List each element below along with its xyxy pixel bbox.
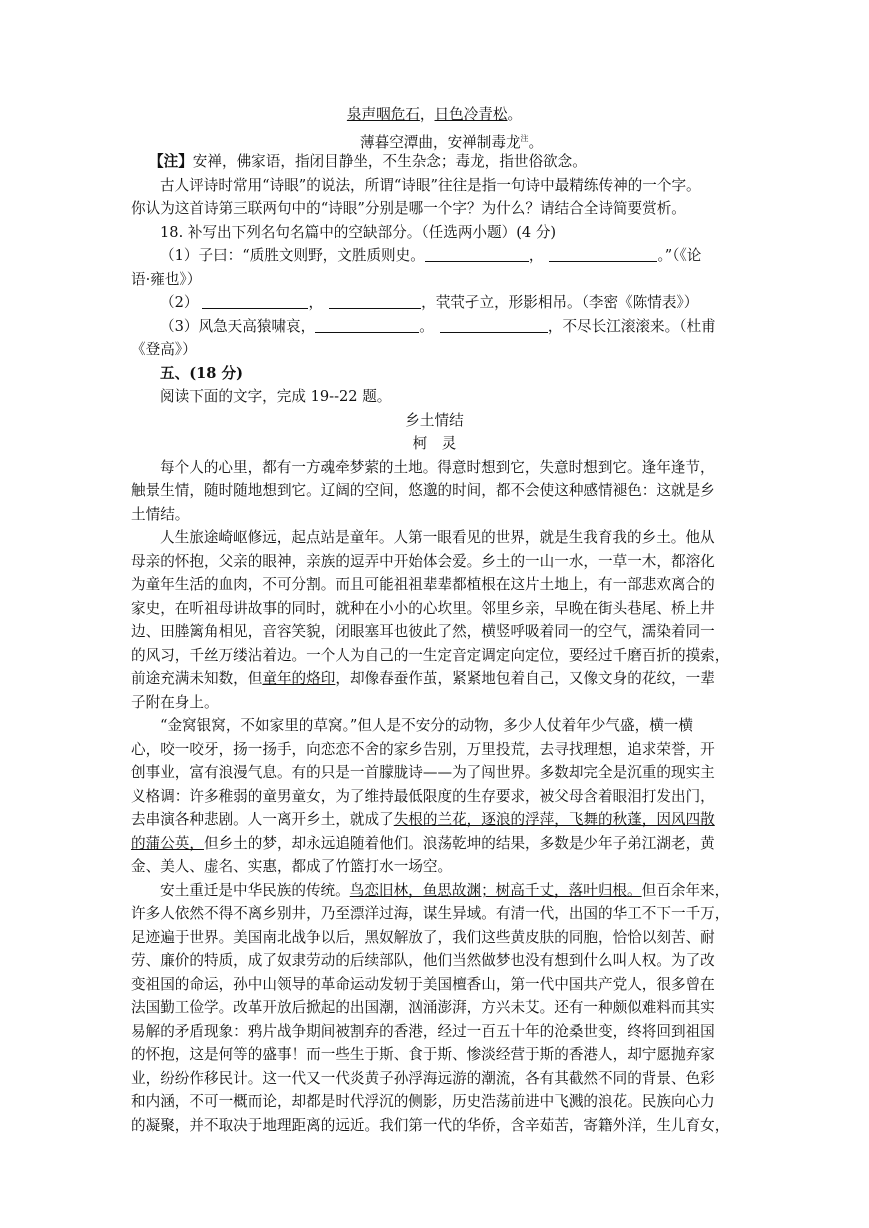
article-title: 乡土情结 — [405, 412, 464, 429]
underlined-phrase: 的蒲公英， — [131, 835, 204, 852]
paragraph-4-text: 安土重迁是中华民族的传统。 — [160, 882, 350, 899]
section-5-instruction: 阅读下面的文字，完成 19--22 题。 — [160, 388, 392, 405]
poem-line-1-end: 。 — [507, 106, 523, 123]
paragraph-2-line: 的风习，千丝万缕沾着边。一个人为自己的一生定音定调定向定位，要经过千磨百折的摸索， — [131, 647, 730, 664]
q18-item-2-post: ，茕茕孑立，形影相吊。（李密《陈情表》） — [421, 294, 699, 311]
note — [149, 150, 587, 174]
paragraph-3-text: 去串演各种悲剧。人一离开乡土，就成了 — [131, 811, 394, 828]
paragraph-3-line — [131, 808, 715, 832]
q18-item-2-comma: ， — [308, 294, 324, 311]
poem-note-marker: 注 — [520, 134, 529, 143]
poem-line-2-end: 。 — [528, 134, 544, 151]
paragraph-3-line: “金窝银窝，不如家里的草窝。”但人是不安分的动物，多少人仗着年少气盛，横一横 — [160, 717, 693, 734]
paragraph-4-line: 足迹遍于世界。美国南北战争以后，黑奴解放了，我们这些黄皮肤的同胞，恰恰以刻苦、耐 — [131, 929, 715, 946]
paragraph-4-line: 的凝聚，并不取决于地理距离的远近。我们第一代的华侨，含辛茹苦，寄籍外洋，生儿育女， — [131, 1117, 730, 1134]
q18-item-2-label: （2） — [160, 294, 199, 311]
paragraph-4-line: 劳、廉价的特质，成了奴隶劳动的后续部队，他们当然做梦也没有想到什么叫人权。为了改 — [131, 952, 715, 969]
answer-blank[interactable] — [202, 292, 308, 309]
paragraph-3-line: 心，咬一咬牙，扬一扬手，向恋恋不舍的家乡告别，万里投荒，去寻找理想，追求荣誉，开 — [131, 741, 715, 758]
q18-item-3-post: ，不尽长江滚滚来。（杜甫 — [547, 318, 716, 335]
paragraph-4-text: 但百余年来， — [641, 882, 730, 899]
paragraph-2-line: 家史，在听祖母讲故事的同时，就种在小小的心坎里。邻里乡亲，早晚在街头巷尾、桥上井 — [131, 600, 715, 617]
paragraph-3-line: 义格调：许多稚弱的童男童女，为了维持最低限度的生存要求，被父母含着眼泪打发出门， — [131, 788, 715, 805]
paragraph-4-line: 易解的矛盾现象：鸦片战争期间被割弃的香港，经过一百五十年的沧桑世变，终将回到祖国 — [131, 1023, 715, 1040]
answer-blank[interactable] — [329, 292, 421, 309]
poem-line-1-second-half: 日色冷青松 — [434, 106, 508, 123]
note-label: 【注】 — [149, 153, 193, 170]
paragraph-3-text: 但乡土的梦，却永远追随着他们。浪荡乾坤的结果，多数是少年子弟江湖老，黄 — [203, 835, 715, 852]
q18-item-3-continued: 《登高》） — [131, 341, 197, 358]
note-text: 安禅，佛家语，指闭目静坐，不生杂念；毒龙，指世俗欲念。 — [192, 153, 587, 170]
paragraph-2-line: 子附在身上。 — [131, 694, 219, 711]
paragraph-4-line: 法国勤工俭学。改革开放后掀起的出国潮，汹涌澎湃，方兴未艾。还有一种颇似难料而其实 — [131, 999, 715, 1016]
answer-blank[interactable] — [425, 245, 529, 262]
poem-line-1-sep: ， — [419, 106, 435, 123]
q17-line-2: 你认为这首诗第三联两句中的“诗眼”分别是哪一个字？为什么？请结合全诗简要赏析。 — [131, 200, 686, 217]
paragraph-3-line: 创事业，富有浪漫气息。有的只是一首朦胧诗——为了闯世界。多数却完全是沉重的现实主 — [131, 764, 715, 781]
paragraph-2-line: 边、田塍篱角相见，音容笑貌，闭眼塞耳也彼此了然，横竖呼吸着同一的空气，濡染着同一 — [131, 623, 715, 640]
underlined-phrase: 失根的兰花，逐浪的浮萍，飞舞的秋蓬，因风四散 — [393, 811, 715, 828]
q18-item-3-prompt: （3）风急天高猿啸哀， — [160, 318, 316, 335]
q18-item-3 — [160, 315, 716, 339]
paragraph-2-line: 母亲的怀抱，父亲的眼神，亲族的逗弄中开始体会爱。乡土的一山一水，一草一木，都溶化 — [131, 553, 715, 570]
paragraph-1-line: 触景生情，随时随地想到它。辽阔的空间，悠邈的时间，都不会使这种感情褪色：这就是乡 — [131, 482, 715, 499]
q18-title: 18. 补写出下列名句名篇中的空缺部分。（任选两小题）(4 分) — [160, 224, 557, 241]
paragraph-4-line: 许多人依然不得不离乡别井，乃至漂洋过海，谋生异域。有清一代，出国的华工不下一千万， — [131, 905, 730, 922]
article-author: 柯 灵 — [412, 435, 457, 452]
answer-blank[interactable] — [440, 316, 548, 333]
q18-item-1-post: 。”（《论 — [657, 247, 702, 264]
paragraph-3-line — [131, 832, 715, 856]
paragraph-2-text: 前途充满未知数，但 — [131, 670, 263, 687]
paragraph-2-line: 为童年生活的血肉，不可分割。而且可能祖祖辈辈都植根在这片土地上，有一部悲欢离合的 — [131, 576, 715, 593]
answer-blank[interactable] — [549, 245, 657, 262]
paragraph-4-line — [160, 879, 729, 903]
q18-item-2 — [160, 291, 698, 315]
paragraph-4-line: 变祖国的命运，孙中山领导的革命运动发轫于美国檀香山，第一代中国共产党人，很多曾在 — [131, 976, 715, 993]
paragraph-2-line: 人生旅途崎岖修远，起点站是童年。人第一眼看见的世界，就是生我育我的乡土。他从 — [160, 529, 715, 546]
poem-line-1 — [0, 103, 869, 127]
answer-blank[interactable] — [315, 316, 419, 333]
paragraph-4-line: 业，纷纷作移民计。这一代又一代炎黄子孙浮海远游的潮流，各有其截然不同的背景、色彩 — [131, 1070, 715, 1087]
paragraph-1-line: 每个人的心里，都有一方魂牵梦萦的土地。得意时想到它，失意时想到它。逢年逢节， — [160, 459, 715, 476]
paragraph-2-line — [131, 667, 715, 691]
poem-line-1-first-half: 泉声咽危石 — [346, 106, 420, 123]
paragraph-2-text: ，却像春蚕作茧，紧紧地包着自己，又像文身的花纹，一辈 — [335, 670, 715, 687]
underlined-phrase: 童年的烙印 — [262, 670, 336, 687]
q18-item-1-continued: 语·雍也》） — [131, 271, 202, 288]
underlined-phrase: 鸟恋旧林，鱼思故渊；树高千丈，落叶归根。 — [349, 882, 642, 899]
q17-line-1: 古人评诗时常用“诗眼”的说法，所谓“诗眼”往往是指一句诗中最精练传神的一个字。 — [160, 177, 701, 194]
section-5-heading: 五、(18 分) — [160, 365, 243, 382]
paragraph-1-line: 土情结。 — [131, 506, 190, 523]
poem-line-2-text: 薄暮空潭曲，安禅制毒龙 — [360, 134, 521, 151]
q18-item-1 — [160, 244, 701, 268]
q18-item-1-prompt: （1）子曰：“质胜文则野，文胜质则史。 — [160, 247, 425, 264]
q18-item-3-mid: 。 — [419, 318, 434, 335]
paragraph-4-line: 和内涵，不可一概而论，却都是时代浮沉的侧影，历史浩荡前进中飞溅的浪花。民族向心力 — [131, 1093, 715, 1110]
paragraph-3-line: 金、美人、虚名、实惠，都成了竹篮打水一场空。 — [131, 858, 453, 875]
paragraph-4-line: 的怀抱，这是何等的盛事！而一些生于斯、食于斯、惨淡经营于斯的香港人，却宁愿抛弃家 — [131, 1046, 715, 1063]
q18-item-1-comma: ， — [528, 247, 544, 264]
